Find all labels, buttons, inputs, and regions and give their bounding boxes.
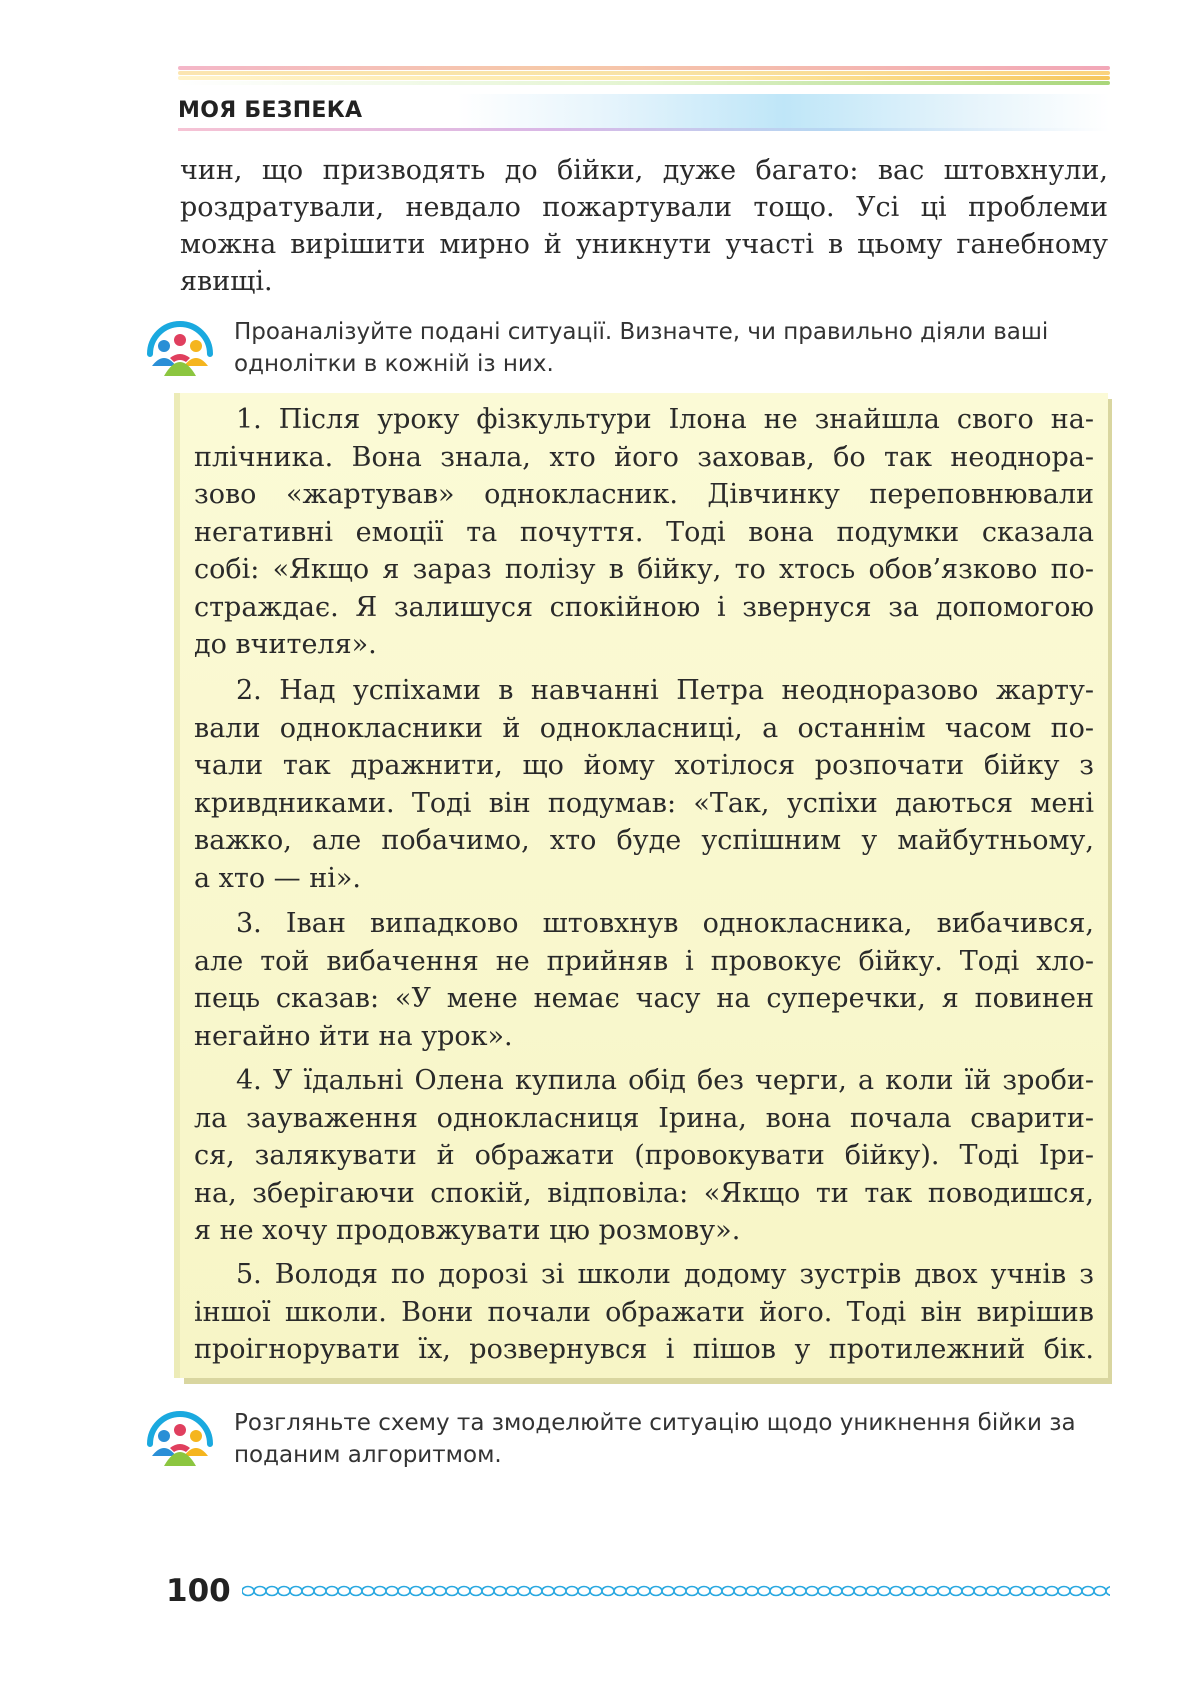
- situation-line: негайно йти на урок».: [194, 1020, 513, 1052]
- situation-line: 2. Над успіхами в навчанні Петра неодноразово жарту-: [236, 675, 1094, 706]
- situation-line: страждає. Я залишуся спокійною і звернуся за допомогою: [194, 591, 1094, 623]
- situation-line: на, зберігаючи спокій, відповіла: «Якщо ти так поводишся,: [194, 1177, 1094, 1209]
- task-line: Розгляньте схему та змоделюйте ситуацію щодо уникнення бійки за: [234, 1410, 1076, 1436]
- header-decor-stripes: [178, 66, 1110, 94]
- situation-line: 4. У їдальні Олена купила обід без черги, а коли їй зроби-: [236, 1065, 1094, 1096]
- situation-line: але той вибачення не прийняв і провокує бійку. Тоді хло-: [194, 945, 1094, 977]
- intro-line: чин, що призводять до бійки, дуже багато: вас штовхнули,: [180, 155, 1108, 186]
- situation-2: [194, 672, 1094, 897]
- situation-line: я не хочу продовжувати цю розмову».: [194, 1215, 741, 1246]
- task-instruction-2: [234, 1407, 1108, 1471]
- intro-line: можна вирішити мирно й уникнути участі в цьому ганебному: [180, 229, 1108, 260]
- situation-line: іншої школи. Вони почали ображати його. Тоді він вирішив: [194, 1296, 1094, 1328]
- situation-line: проігнорувати їх, розвернувся і пішов у протилежний бік.: [194, 1334, 1094, 1365]
- task-instruction-1: [234, 316, 1108, 380]
- intro-line: роздратували, невдало пожартували тощо. Усі ці проблеми: [180, 192, 1108, 223]
- situation-line: важко, але побачимо, хто буде успішним у майбутньому,: [194, 825, 1094, 856]
- situation-line: плічника. Вона знала, хто його заховав, бо так неоднора-: [194, 441, 1094, 473]
- situation-3: [194, 905, 1094, 1055]
- situation-line: чали так дражнити, що йому хотілося розпочати бійку з: [194, 750, 1094, 781]
- intro-line: явищі.: [180, 266, 273, 297]
- situation-1: [194, 401, 1094, 664]
- situation-line: а хто — ні».: [194, 862, 361, 894]
- situation-line: собі: «Якщо я зараз полізу в бійку, то хтось обов’язково по-: [194, 554, 1094, 585]
- situation-4: [194, 1062, 1094, 1250]
- situations-box: [180, 393, 1108, 1378]
- group-work-icon: [142, 1400, 218, 1476]
- situation-line: пець сказав: «У мене немає часу на суперечки, я повинен: [194, 983, 1094, 1014]
- footer-chain-decor: [242, 1584, 1110, 1598]
- task-line: Проаналізуйте подані ситуації. Визначте, чи правильно діяли ваші: [234, 319, 1049, 345]
- situation-line: зово «жартував» однокласник. Дівчинку переповнювали: [194, 479, 1094, 510]
- section-title: МОЯ БЕЗПЕКА: [178, 94, 1110, 128]
- situation-line: ся, залякувати й ображати (провокувати бійку). Тоді Іри-: [194, 1140, 1094, 1171]
- situation-line: вали однокласники й однокласниці, а останнім часом по-: [194, 712, 1094, 744]
- task-line: поданим алгоритмом.: [234, 1442, 502, 1468]
- group-work-icon: [142, 310, 218, 386]
- situation-line: 3. Іван випадково штовхнув однокласника, вибачився,: [236, 908, 1094, 939]
- situation-line: ла зауваження однокласниця Ірина, вона почала сварити-: [194, 1102, 1094, 1134]
- situation-line: негативні емоції та почуття. Тоді вона подумки сказала: [194, 516, 1094, 548]
- intro-paragraph: [180, 152, 1108, 300]
- situation-5: [194, 1256, 1094, 1369]
- task-line: однолітки в кожній із них.: [234, 351, 554, 377]
- situation-line: 1. Після уроку фізкультури Ілона не знайшла свого на-: [236, 404, 1094, 435]
- page-number: 100: [166, 1573, 231, 1609]
- title-underline: [178, 128, 1110, 131]
- situation-line: 5. Володя по дорозі зі школи додому зустрів двох учнів з: [236, 1259, 1094, 1290]
- situation-line: кривдниками. Тоді він подумав: «Так, успіхи даються мені: [194, 787, 1094, 819]
- situation-line: до вчителя».: [194, 629, 377, 660]
